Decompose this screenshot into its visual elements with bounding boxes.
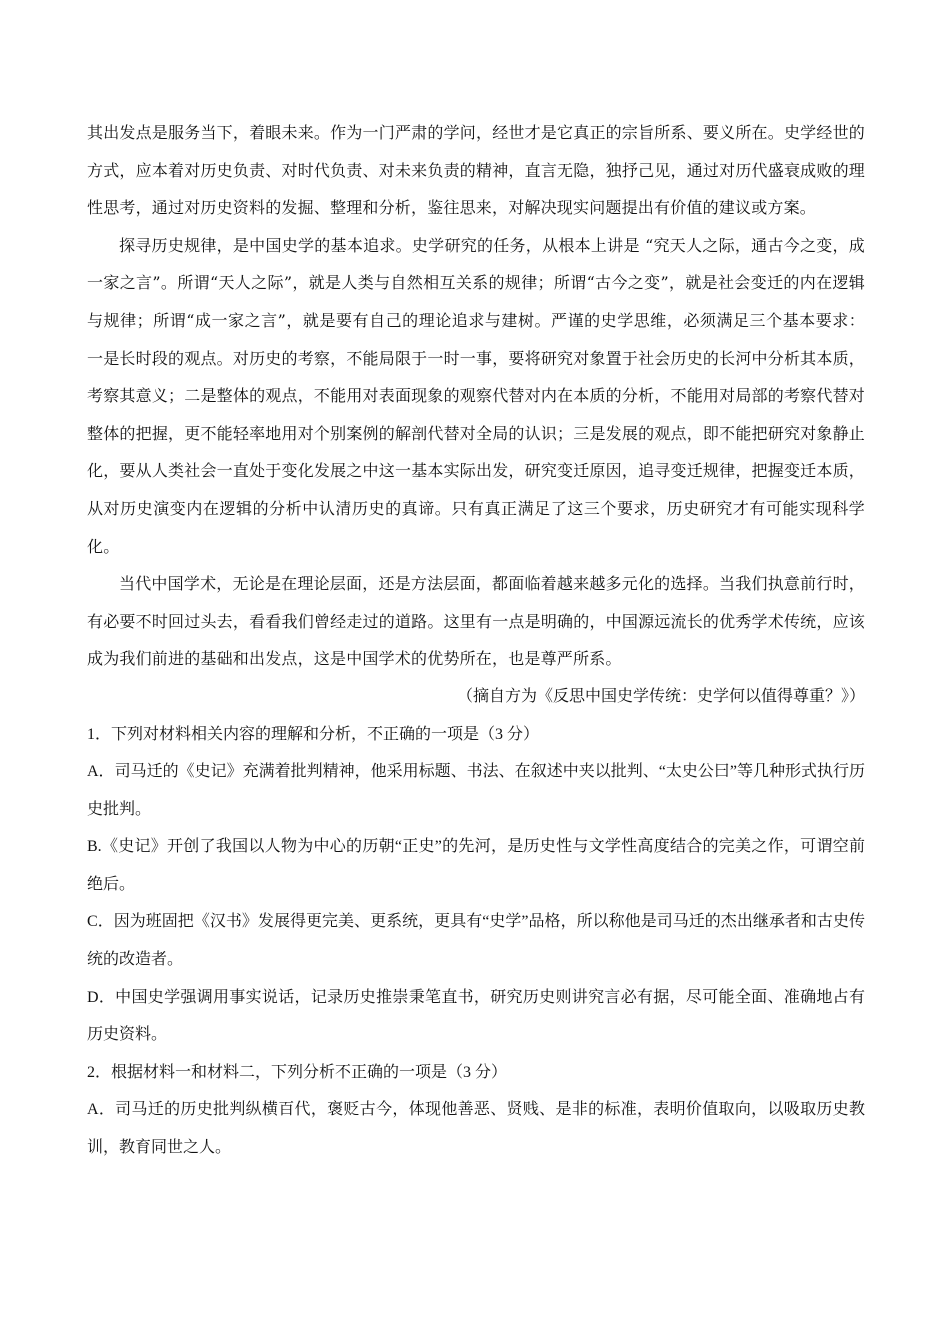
passage-paragraph-2: 探寻历史规律，是中国史学的基本追求。史学研究的任务，从根本上讲是 “究天人之际，通古今之变，成一家之言”。所谓“天人之际”，就是人类与自然相互关系的规律；所谓“古今之变”，就是社会变迁的内在逻辑与规律；所谓“成一家之言”，就是要有自己的理论追求与建树。严谨的史学思维，必须满足三个基本要求：一是长时段的观点。对历史的考察，不能局限于一时一事，要将研究对象置于社会历史的长河中分析其本质，考察其意义；二是整体的观点，不能用对表面现象的观察代替对内在本质的分析，不能用对局部的考察代替对整体的把握，更不能轻率地用对个别案例的解剖代替对全局的认识；三是发展的观点，即不能把研究对象静止化，要从人类社会一直处于变化发展之中这一基本实际出发，研究变迁原因，追寻变迁规律，把握变迁本质，从对历史演变内在逻辑的分析中认清历史的真谛。只有真正满足了这三个要求，历史研究才有可能实现科学化。 (87, 235, 865, 556)
passage-source: （摘自方为《反思中国史学传统：史学何以值得尊重？》） (456, 687, 865, 705)
question-2-stem: 2．根据材料一和材料二，下列分析不正确的一项是（3 分） (87, 1063, 508, 1081)
question-1-option-c: C．因为班固把《汉书》发展得更完美、更系统，更具有“史学”品格，所以称他是司马迁的杰出继承者和古史传统的改造者。 (87, 913, 865, 969)
passage-paragraph-3: 当代中国学术，无论是在理论层面，还是方法层面，都面临着越来越多元化的选择。当我们执意前行时，有必要不时回过头去，看看我们曾经走过的道路。这里有一点是明确的，中国源远流长的优秀学术传统，应该成为我们前进的基础和出发点，这是中国学术的优势所在，也是尊严所系。 (87, 574, 865, 669)
question-1-option-a: A．司马迁的《史记》充满着批判精神，他采用标题、书法、在叙述中夹以批判、“太史公曰”等几种形式执行历史批判。 (87, 763, 865, 818)
question-1-stem: 1．下列对材料相关内容的理解和分析，不正确的一项是（3 分） (87, 725, 540, 743)
question-1-option-b: B.《史记》开创了我国以人物为中心的历朝“正史”的先河，是历史性与文学性高度结合的完美之作，可谓空前绝后。 (87, 838, 865, 893)
exam-page (87, 114, 865, 1167)
question-1-option-d: D．中国史学强调用事实说话，记录历史推崇秉笔直书，研究历史则讲究言必有据，尽可能全面、准确地占有历史资料。 (87, 988, 865, 1044)
passage-paragraph-1: 其出发点是服务当下，着眼未来。作为一门严肃的学问，经世才是它真正的宗旨所系、要义所在。史学经世的方式，应本着对历史负责、对时代负责、对未来负责的精神，直言无隐，独抒己见，通过对历代盛衰成败的理性思考，通过对历史资料的发掘、整理和分析，鉴往思来，对解决现实问题提出有价值的建议或方案。 (87, 123, 865, 218)
question-2-option-a: A．司马迁的历史批判纵横百代，褒贬古今，体现他善恶、贤贱、是非的标准，表明价值取向，以吸取历史教训，教育同世之人。 (87, 1101, 865, 1157)
